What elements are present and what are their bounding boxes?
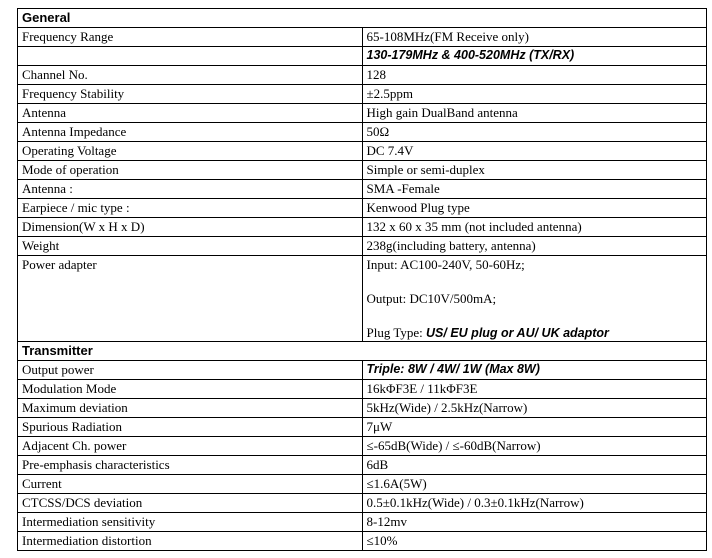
- spec-row: [18, 437, 707, 456]
- spec-row: [18, 218, 707, 237]
- spec-row: [18, 161, 707, 180]
- spec-label: Adjacent Ch. power: [18, 437, 363, 456]
- spec-row: [18, 123, 707, 142]
- spec-row: [18, 66, 707, 85]
- spec-value: 7μW: [362, 418, 707, 437]
- spec-row-frequency-range-1: [18, 28, 707, 47]
- spec-value: 50Ω: [362, 123, 707, 142]
- spec-value-power-adapter: [362, 256, 707, 342]
- spec-row: [18, 475, 707, 494]
- spec-label: Spurious Radiation: [18, 418, 363, 437]
- spec-row: [18, 380, 707, 399]
- spec-label: Dimension(W x H x D): [18, 218, 363, 237]
- spec-label-empty: [18, 47, 363, 66]
- section-heading-general: General: [18, 9, 707, 28]
- spec-row: [18, 418, 707, 437]
- spec-value: 238g(including battery, antenna): [362, 237, 707, 256]
- spec-row: [18, 199, 707, 218]
- spec-label: Frequency Stability: [18, 85, 363, 104]
- spec-row: [18, 456, 707, 475]
- spec-label: Operating Voltage: [18, 142, 363, 161]
- spec-value: Triple: 8W / 4W/ 1W (Max 8W): [362, 361, 707, 380]
- spec-label: Antenna: [18, 104, 363, 123]
- spec-row: [18, 237, 707, 256]
- spec-value: ±2.5ppm: [362, 85, 707, 104]
- power-adapter-plug: [367, 324, 707, 341]
- spec-label: Intermediation distortion: [18, 532, 363, 551]
- spec-label: Frequency Range: [18, 28, 363, 47]
- plug-type-value: US/ EU plug or AU/ UK adaptor: [426, 326, 609, 340]
- spec-value: Simple or semi-duplex: [362, 161, 707, 180]
- spec-label: Current: [18, 475, 363, 494]
- spec-row: [18, 85, 707, 104]
- spec-row: [18, 180, 707, 199]
- spec-row-output-power: [18, 361, 707, 380]
- spec-value: 65-108MHz(FM Receive only): [362, 28, 707, 47]
- spec-value: 16kΦF3E / 11kΦF3E: [362, 380, 707, 399]
- spec-value: ≤10%: [362, 532, 707, 551]
- spec-label: Maximum deviation: [18, 399, 363, 418]
- spec-label: Earpiece / mic type :: [18, 199, 363, 218]
- spec-label: Antenna :: [18, 180, 363, 199]
- power-adapter-input: Input: AC100-240V, 50-60Hz;: [366, 257, 525, 272]
- spec-label: CTCSS/DCS deviation: [18, 494, 363, 513]
- spec-value: High gain DualBand antenna: [362, 104, 707, 123]
- spec-row: [18, 104, 707, 123]
- spec-label: Intermediation sensitivity: [18, 513, 363, 532]
- spec-value: ≤1.6A(5W): [362, 475, 707, 494]
- section-heading-transmitter: Transmitter: [18, 342, 707, 361]
- spec-row: [18, 513, 707, 532]
- spec-row-power-adapter: [18, 256, 707, 342]
- power-adapter-output: Output: DC10V/500mA;: [366, 291, 497, 306]
- spec-value: DC 7.4V: [362, 142, 707, 161]
- spec-label: Antenna Impedance: [18, 123, 363, 142]
- spacer: [367, 273, 707, 290]
- spec-row: [18, 399, 707, 418]
- spec-value: 6dB: [362, 456, 707, 475]
- spec-row: [18, 494, 707, 513]
- spec-value: ≤-65dB(Wide) / ≤-60dB(Narrow): [362, 437, 707, 456]
- spec-label: Power adapter: [18, 256, 363, 342]
- spec-label: Modulation Mode: [18, 380, 363, 399]
- spec-value: 0.5±0.1kHz(Wide) / 0.3±0.1kHz(Narrow): [362, 494, 707, 513]
- spacer: [367, 307, 707, 324]
- spec-value: 5kHz(Wide) / 2.5kHz(Narrow): [362, 399, 707, 418]
- spec-sheet: [17, 8, 707, 551]
- spec-value: 8-12mv: [362, 513, 707, 532]
- spec-value: 130-179MHz & 400-520MHz (TX/RX): [362, 47, 707, 66]
- spec-label: Output power: [18, 361, 363, 380]
- spec-label: Channel No.: [18, 66, 363, 85]
- section-row-transmitter: [18, 342, 707, 361]
- spec-label: Mode of operation: [18, 161, 363, 180]
- spec-value: SMA -Female: [362, 180, 707, 199]
- spec-value: 132 x 60 x 35 mm (not included antenna): [362, 218, 707, 237]
- spec-row: [18, 142, 707, 161]
- spec-label: Pre-emphasis characteristics: [18, 456, 363, 475]
- spec-value: Kenwood Plug type: [362, 199, 707, 218]
- spec-row: [18, 532, 707, 551]
- plug-type-prefix: Plug Type:: [366, 325, 427, 340]
- spec-row-frequency-range-2: [18, 47, 707, 66]
- spec-label: Weight: [18, 237, 363, 256]
- spec-table: [17, 8, 707, 551]
- spec-value: 128: [362, 66, 707, 85]
- section-row-general: [18, 9, 707, 28]
